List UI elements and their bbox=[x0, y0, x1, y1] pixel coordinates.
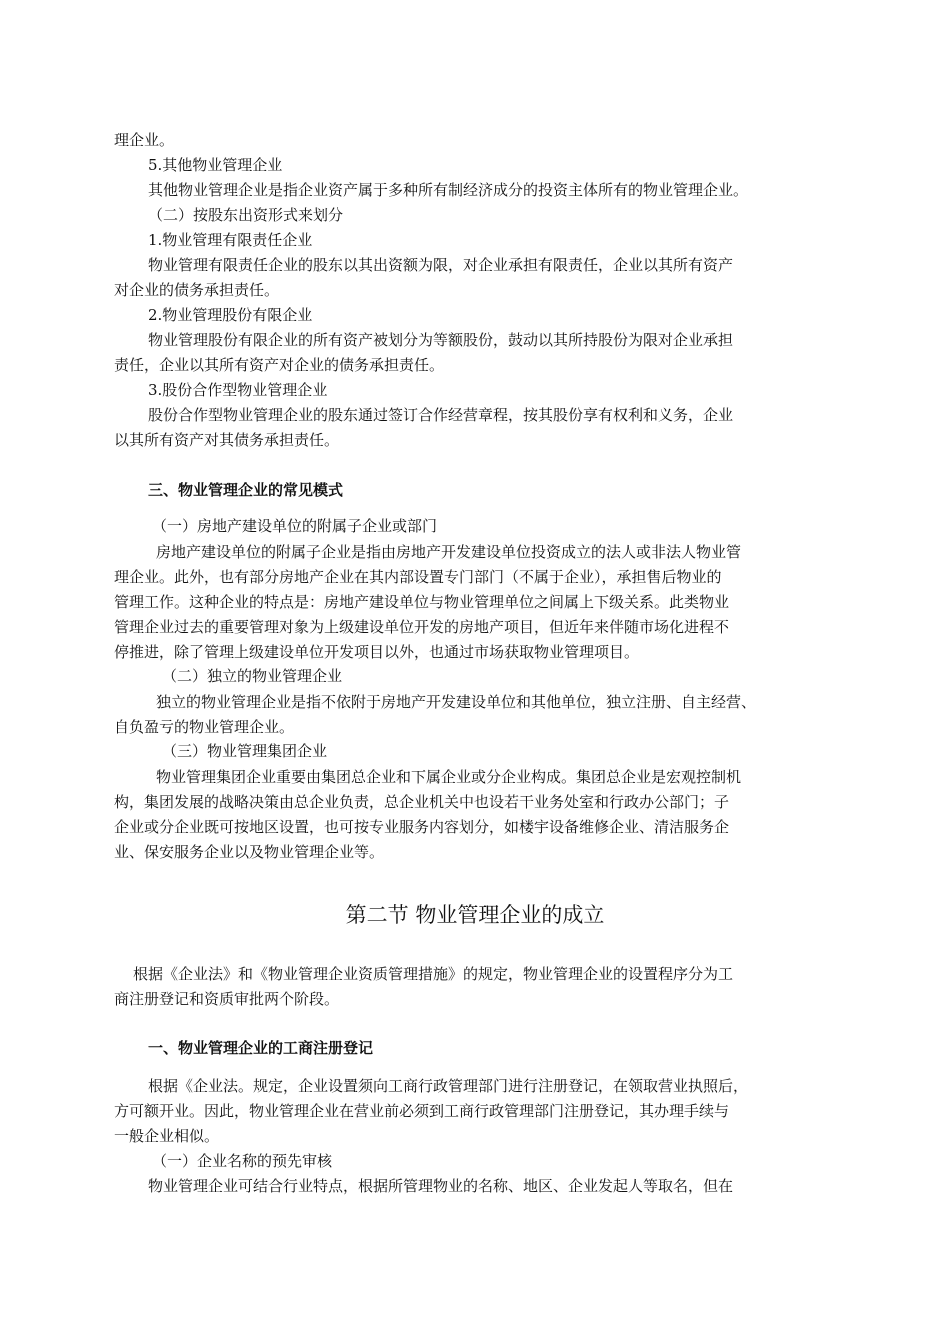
item-5-body: 其他物业管理企业是指企业资产属于多种所有制经济成分的投资主体所有的物业管理企业。 bbox=[148, 181, 749, 199]
sub2-item-1-body-line: 物业管理有限责任企业的股东以其出资额为限，对企业承担有限责任，企业以其所有资产 bbox=[148, 256, 734, 274]
sub2-item-3-body-line: 股份合作型物业管理企业的股东通过签订合作经营章程，按其股份享有权利和义务，企业 bbox=[148, 406, 734, 424]
mode-2-body-line: 独立的物业管理企业是指不依附于房地产开发建设单位和其他单位，独立注册、自主经营、 bbox=[156, 693, 757, 711]
mode-3-body-line: 企业或分企业既可按地区设置，也可按专业服务内容划分，如楼宇设备维修企业、清洁服务企 bbox=[114, 818, 730, 836]
section-1-body-line: 根据《企业法。规定，企业设置须向工商行政管理部门进行注册登记，在领取营业执照后， bbox=[148, 1077, 749, 1095]
sub2-item-2-body-line: 物业管理股份有限企业的所有资产被划分为等额股份，鼓动以其所持股份为限对企业承担 bbox=[148, 331, 734, 349]
paragraph-continuation: 理企业。 bbox=[114, 131, 175, 149]
section-1-body-line: 方可额开业。因此，物业管理企业在营业前必须到工商行政管理部门注册登记，其办理手续与 bbox=[114, 1102, 730, 1120]
mode-1-body-line: 停推进，除了管理上级建设单位开发项目以外，也通过市场获取物业管理项目。 bbox=[114, 643, 640, 661]
mode-1-heading: （一）房地产建设单位的附属子企业或部门 bbox=[152, 517, 438, 535]
sub2-item-1-body-line: 对企业的债务承担责任。 bbox=[114, 281, 280, 299]
mode-2-body-line: 自负盈亏的物业管理企业。 bbox=[114, 718, 295, 736]
chapter-intro-line: 根据《企业法》和《物业管理企业资质管理措施》的规定，物业管理企业的设置程序分为工 bbox=[133, 965, 734, 983]
section-1-body-line: 一般企业相似。 bbox=[114, 1127, 220, 1145]
chapter-intro-line: 商注册登记和资质审批两个阶段。 bbox=[114, 990, 340, 1008]
section-3-heading: 三、物业管理企业的常见模式 bbox=[148, 481, 344, 499]
sub2-item-2-title: 2.物业管理股份有限企业 bbox=[148, 306, 313, 324]
sub2-item-3-body-line: 以其所有资产对其债务承担责任。 bbox=[114, 431, 340, 449]
sub2-item-3-title: 3.股份合作型物业管理企业 bbox=[148, 381, 328, 399]
mode-1-body-line: 理企业。此外，也有部分房地产企业在其内部设置专门部门（不属于企业），承担售后物业的 bbox=[114, 568, 722, 586]
sub2-item-2-body-line: 责任，企业以其所有资产对企业的债务承担责任。 bbox=[114, 356, 445, 374]
mode-1-body-line: 管理企业过去的重要管理对象为上级建设单位开发的房地产项目，但近年来伴随市场化进程不 bbox=[114, 618, 730, 636]
mode-1-body-line: 管理工作。这种企业的特点是：房地产建设单位与物业管理单位之间属上下级关系。此类物业 bbox=[114, 593, 730, 611]
registration-1-heading: （一）企业名称的预先审核 bbox=[152, 1152, 333, 1170]
mode-3-body-line: 业、保安服务企业以及物业管理企业等。 bbox=[114, 843, 385, 861]
registration-1-body: 物业管理企业可结合行业特点，根据所管理物业的名称、地区、企业发起人等取名，但在 bbox=[148, 1177, 734, 1195]
subsection-heading-2: （二）按股东出资形式来划分 bbox=[148, 206, 344, 224]
mode-3-heading: （三）物业管理集团企业 bbox=[162, 742, 328, 760]
chapter-title: 第二节 物业管理企业的成立 bbox=[345, 903, 605, 927]
mode-2-heading: （二）独立的物业管理企业 bbox=[162, 667, 343, 685]
mode-3-body-line: 构，集团发展的战略决策由总企业负责，总企业机关中也设若干业务处室和行政办公部门；子 bbox=[114, 793, 730, 811]
mode-3-body-line: 物业管理集团企业重要由集团总企业和下属企业或分企业构成。集团总企业是宏观控制机 bbox=[156, 768, 742, 786]
mode-1-body-line: 房地产建设单位的附属子企业是指由房地产开发建设单位投资成立的法人或非法人物业管 bbox=[156, 543, 742, 561]
section-1-heading: 一、物业管理企业的工商注册登记 bbox=[148, 1039, 374, 1057]
sub2-item-1-title: 1.物业管理有限责任企业 bbox=[148, 231, 313, 249]
item-5-title: 5.其他物业管理企业 bbox=[148, 156, 283, 174]
